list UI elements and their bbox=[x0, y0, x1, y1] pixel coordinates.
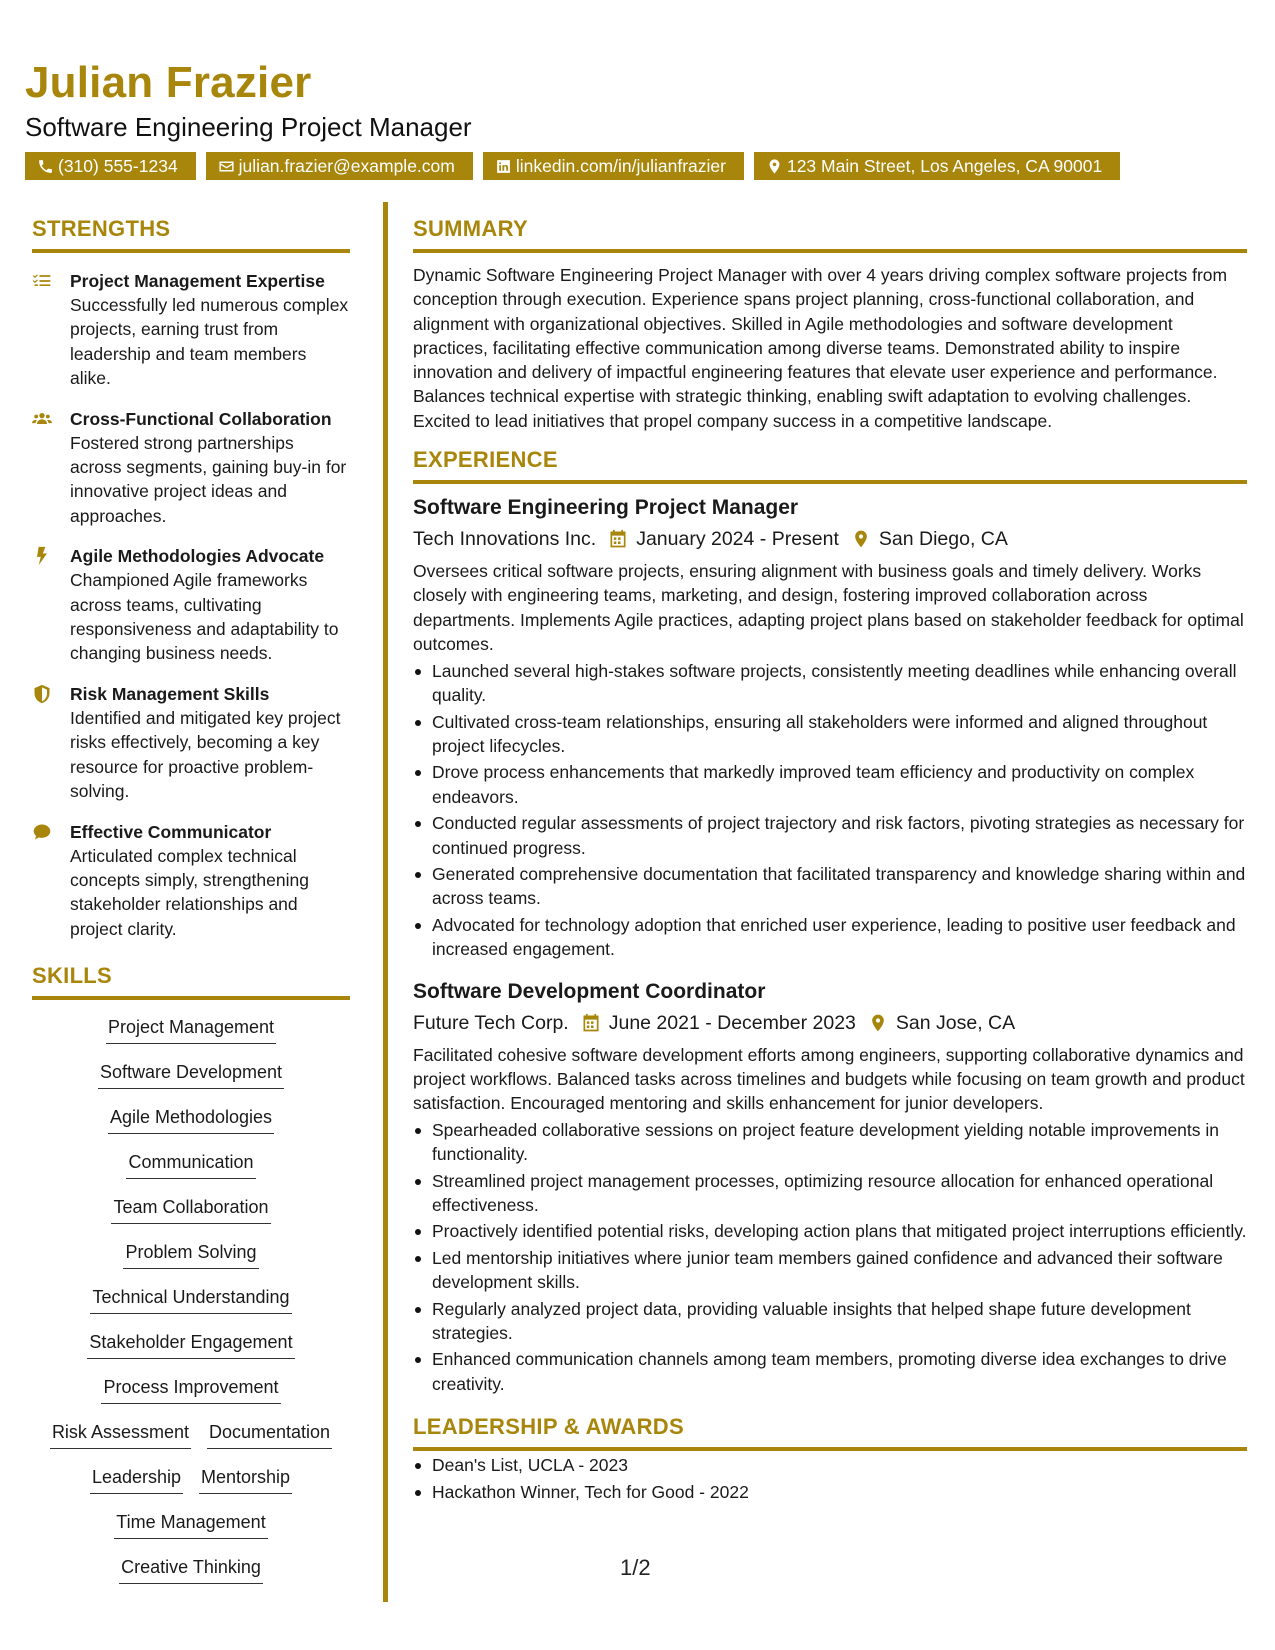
skills-heading: SKILLS bbox=[32, 963, 113, 989]
phone-text: (310) 555-1234 bbox=[58, 156, 178, 176]
candidate-title: Software Engineering Project Manager bbox=[25, 112, 472, 142]
job-description: Oversees critical software projects, ensuring alignment with business goals and timely delivery. Works closely with engineering teams, marketing, and design, fostering improved collaboration across departments. Implements Agile practices, adapting project plans based on stakeholder feedback for optimal outcomes. bbox=[413, 561, 1244, 655]
strengths-rule bbox=[32, 249, 350, 253]
job-company: Future Tech Corp. bbox=[413, 1011, 569, 1034]
email-text: julian.frazier@example.com bbox=[238, 156, 455, 176]
location-pin-icon bbox=[868, 1013, 888, 1033]
job-bullets bbox=[413, 1118, 1247, 1396]
list-item: Enhanced communication channels among team members, promoting diverse idea exchanges to drive creativity. bbox=[413, 1347, 1247, 1396]
strength-desc: Successfully led numerous complex projects, earning trust from leadership and team members alike. bbox=[70, 295, 349, 389]
skill-tag: Stakeholder Engagement bbox=[87, 1329, 294, 1359]
checklist-icon bbox=[32, 271, 52, 291]
list-item: Proactively identified potential risks, developing action plans that mitigated project interruptions efficiently. bbox=[413, 1219, 1247, 1243]
job-location: San Jose, CA bbox=[895, 1011, 1016, 1034]
awards-rule bbox=[413, 1447, 1247, 1451]
location-pin-icon bbox=[766, 158, 783, 175]
job-bullets bbox=[413, 659, 1247, 962]
page-indicator: 1/2 bbox=[620, 1555, 651, 1580]
strengths-heading: STRENGTHS bbox=[32, 216, 171, 241]
strength-item bbox=[32, 820, 350, 942]
job-dates: January 2024 - Present bbox=[636, 528, 839, 551]
experience-rule bbox=[413, 480, 1247, 484]
location-pin-icon bbox=[851, 529, 871, 549]
summary-text: Dynamic Software Engineering Project Manager with over 4 years driving complex software projects from conception through execution. Experience spans project planning, cross-functional collaboration, and alignment with organizational objectives. Skilled in Agile methodologies and software development practices, facilitating effective communication among diverse teams. Demonstrated ability to inspire innovation and delivery of impactful engineering features that elevate user experience and performance. Balances technical expertise with strategic thinking, enabling swift adaptation to evolving challenges. Excited to lead initiatives that propel company success in a competitive landscape. bbox=[413, 265, 1228, 431]
strength-item bbox=[32, 407, 350, 529]
contact-email[interactable] bbox=[206, 152, 473, 180]
contact-address bbox=[754, 152, 1120, 180]
summary-rule bbox=[413, 249, 1247, 253]
strength-desc: Championed Agile frameworks across teams, cultivating responsiveness and adaptability to changing business needs. bbox=[70, 570, 339, 664]
list-item: Spearheaded collaborative sessions on project feature development yielding notable improvements in functionality. bbox=[413, 1118, 1247, 1167]
list-item: Cultivated cross-team relationships, ensuring all stakeholders were informed and aligned throughout project lifecycles. bbox=[413, 710, 1247, 759]
list-item: Hackathon Winner, Tech for Good - 2022 bbox=[413, 1480, 1247, 1504]
envelope-icon bbox=[218, 158, 235, 175]
list-item: Conducted regular assessments of project trajectory and risk factors, pivoting strategies as necessary for continued progress. bbox=[413, 811, 1247, 860]
linkedin-icon bbox=[495, 158, 512, 175]
strength-title: Cross-Functional Collaboration bbox=[70, 408, 332, 429]
skill-tag: Creative Thinking bbox=[119, 1554, 263, 1584]
speech-bubble-icon bbox=[32, 822, 52, 842]
column-divider bbox=[383, 202, 388, 1602]
skills-list bbox=[32, 1014, 350, 1599]
bolt-icon bbox=[32, 546, 52, 566]
experience-heading: EXPERIENCE bbox=[413, 447, 558, 473]
job-dates: June 2021 - December 2023 bbox=[608, 1011, 856, 1034]
skill-tag: Mentorship bbox=[199, 1464, 292, 1494]
list-item: Generated comprehensive documentation that facilitated transparency and knowledge sharing within and across teams. bbox=[413, 862, 1247, 911]
job-title: Software Development Coordinator bbox=[413, 979, 766, 1003]
list-item: Dean's List, UCLA - 2023 bbox=[413, 1453, 1247, 1477]
strength-title: Agile Methodologies Advocate bbox=[70, 546, 325, 567]
strength-item bbox=[32, 269, 350, 391]
skill-tag: Team Collaboration bbox=[111, 1194, 270, 1224]
job-company: Tech Innovations Inc. bbox=[413, 528, 597, 551]
job-location: San Diego, CA bbox=[878, 528, 1008, 551]
list-item: Advocated for technology adoption that enriched user experience, leading to positive user feedback and increased engagement. bbox=[413, 913, 1247, 962]
job-entry bbox=[413, 494, 1247, 962]
skill-tag: Agile Methodologies bbox=[108, 1104, 274, 1134]
summary-heading: SUMMARY bbox=[413, 216, 528, 241]
job-meta bbox=[413, 1009, 1247, 1037]
skill-tag: Risk Assessment bbox=[50, 1419, 191, 1449]
list-item: Regularly analyzed project data, providing valuable insights that helped shape future development strategies. bbox=[413, 1297, 1247, 1346]
users-icon bbox=[32, 409, 52, 429]
job-entry bbox=[413, 978, 1247, 1397]
strength-desc: Articulated complex technical concepts simply, strengthening stakeholder relationships and project clarity. bbox=[70, 845, 309, 939]
strength-title: Project Management Expertise bbox=[70, 271, 325, 291]
contact-phone[interactable] bbox=[25, 152, 196, 180]
linkedin-text: linkedin.com/in/julianfrazier bbox=[515, 156, 726, 176]
job-meta bbox=[413, 525, 1247, 553]
skill-tag: Problem Solving bbox=[123, 1239, 258, 1269]
phone-icon bbox=[37, 158, 54, 175]
strength-item bbox=[32, 682, 350, 804]
address-text: 123 Main Street, Los Angeles, CA 90001 bbox=[786, 156, 1103, 176]
list-item: Launched several high-stakes software projects, consistently meeting deadlines while enhancing overall quality. bbox=[413, 659, 1247, 708]
skill-tag: Leadership bbox=[90, 1464, 183, 1494]
candidate-name: Julian Frazier bbox=[25, 58, 312, 107]
contact-bar bbox=[25, 152, 1120, 180]
skill-tag: Communication bbox=[126, 1149, 255, 1179]
job-description: Facilitated cohesive software development efforts among engineers, supporting collaborative dynamics and project workflows. Balanced tasks across timelines and budgets while focusing on team growth and product satisfaction. Encouraged mentoring and skills enhancement for junior developers. bbox=[413, 1044, 1245, 1114]
skill-tag: Project Management bbox=[106, 1014, 276, 1044]
left-column bbox=[32, 216, 350, 1599]
skill-tag: Time Management bbox=[114, 1509, 267, 1539]
shield-icon bbox=[32, 684, 52, 704]
strength-item bbox=[32, 544, 350, 666]
calendar-icon bbox=[608, 529, 628, 549]
strength-desc: Identified and mitigated key project risks effectively, becoming a key resource for proactive problem-solving. bbox=[70, 707, 341, 802]
job-title: Software Engineering Project Manager bbox=[413, 496, 799, 520]
skill-tag: Process Improvement bbox=[101, 1374, 280, 1404]
skill-tag: Documentation bbox=[207, 1419, 332, 1449]
strength-desc: Fostered strong partnerships across segments, gaining buy-in for innovative project ideas and approaches. bbox=[70, 432, 347, 526]
awards-list bbox=[413, 1453, 1247, 1504]
calendar-icon bbox=[581, 1013, 601, 1033]
list-item: Drove process enhancements that markedly improved team efficiency and productivity on complex endeavors. bbox=[413, 760, 1247, 809]
contact-linkedin[interactable] bbox=[483, 152, 744, 180]
strength-title: Risk Management Skills bbox=[70, 683, 270, 704]
list-item: Streamlined project management processes, optimizing resource allocation for enhanced operational effectiveness. bbox=[413, 1169, 1247, 1218]
right-column bbox=[413, 216, 1247, 1506]
skills-rule bbox=[32, 996, 350, 1000]
skill-tag: Technical Understanding bbox=[90, 1284, 291, 1314]
awards-heading: LEADERSHIP & AWARDS bbox=[413, 1414, 684, 1440]
skill-tag: Software Development bbox=[98, 1059, 284, 1089]
list-item: Led mentorship initiatives where junior team members gained confidence and advanced their software development skills. bbox=[413, 1246, 1247, 1295]
strength-title: Effective Communicator bbox=[70, 821, 272, 842]
